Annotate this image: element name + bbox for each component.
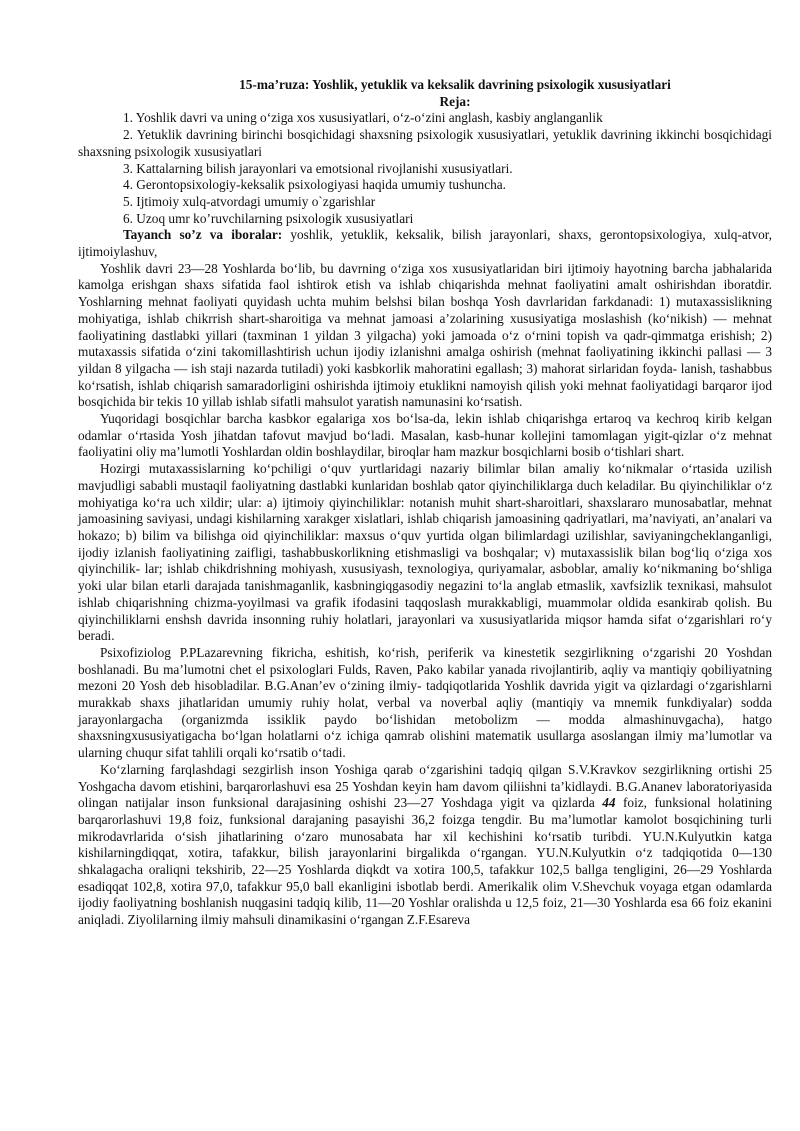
paragraph-5-bold-number: 44 <box>602 795 616 811</box>
plan-heading: Reja: <box>439 93 471 109</box>
body-paragraph-1: Yoshlik davri 23—28 Yoshlarda bo‘lib, bu davrning o‘ziga xos xususiyatlaridan biri ijtimoiy hayotning barcha jabhalarida kamolga erishgan shaxs sifatida faol ishtirok etish va ishlab chiqarishda mehnat faoliyatini amalt oshirishdan iboratdir. Yoshlarning mehnat faoliyati quyidash uchta muhim belshsi bilan boshqa Yosh davrlaridan farkdanadi: 1) mutaxassislikning mohiyatiga, ishlab chikrrish shart-sharoitiga va mehnat jamoasi a’zolarining xususiyatiga moslashish (ko‘nikish) — mehnat faoliyatining dastlabki yillari (taxminan 1 yildan 3 yilgacha) yoki jamoada o‘z o‘rnini topish va qadr-qimmatga erishish; 2) mutaxassis sifatida o‘zini takomillashtirish uchun ijodiy izlanishni amalga oshirish (mehnat faoliyatining ikkinchi pallasi — 3 yildan 8 yilgacha — ish staji nazarda tutiladi) yoki kasbkorlik mahoratini egallash; 3) mahorat sirlaridan foyda- lanish, tashabbus ko‘rsatish, ishlab chiqarish samaradorligini oshirishda ijtimoiy etuklikni namoyish qilish yoki mehnat faoliyatidagi barqaror ijod bosqichida bir tekis 10 yillab ishlab sifatli mahsulot yaratish namunasini ko‘rsatish. <box>78 260 772 410</box>
plan-item-2: 2. Yetuklik davrining birinchi bosqichidagi shaxsning psixologik xususiyatlari, yetuklik davrining ikkinchi bosqichidagi shaxsning psixologik xususiyatlari <box>78 127 772 159</box>
paragraph-5-text-start: Ko‘zlarning farqlashdagi sezgirlish inson Yoshiga qarab o‘zgarishini tadqiq qilgan S.V.Kravkov sezgirlikning ortishi 25 Yoshgacha davom etishini, barqarorlashuvi esa 25 Yoshdan keyin ham davom qiliishni ta’kidlaydi. B.G.Ananev laboratoriyasida olingan natijalar inson funksional darajasining oshishi 23—27 Yoshdaga yigit va qizlarda <box>78 761 772 811</box>
plan-item-5: 5. Ijtimoiy xulq-atvordagi umumiy o`zgarishlar <box>123 193 376 209</box>
keywords-label: Tayanch so’z va iboralar: <box>123 227 283 243</box>
page-title: 15-ma’ruza: Yoshlik, yetuklik va keksalik davrining psixologik xususiyatlari <box>239 77 671 92</box>
body-paragraph-3: Hozirgi mutaxassislarning ko‘pchiligi o‘quv yurtlaridagi nazariy bilimlar bilan amaliy ko‘nikmalar o‘rtasida uzilish mavjudligi sababli mustaqil faoliyatning dastlabki kunlaridan boshlab qator qiyinchiliklarga duch keladilar. Bu qiyinchiliklar o‘z mohiyatiga ko‘ra uch xildir; ular: a) ijtimoiy qiyinchiliklar: notanish muhit shart-sharoitlari, shaxslararo munosabatlar, mehnat jamoasining saviyasi, undagi kishilarning xarakger xislatlari, ishlab chiqarish jamoasining qadriyatlari, ma’naviyati, an’analari va hokazo; b) bilim va bilishga oid qiyinchiliklar: maxsus o‘quv yurtida olgan bilimlardagi uzilishlar, saviyaningcheklanganligi, ijodiy izlanish faoliyatining zaifligi, tashabbuskorlikning etishmasligi va boshqalar; v) mutaxassislik bilan bog‘liq o‘ziga xos qiyinchilik- lar; ishlab chikdrishning mohiyash, xususiyash, texnologiya, quriyamalar, asboblar, amaliy ko‘nikmaning bo‘shliga yoki ular bilan etarli darajada tanishmaganlik, kasbningiqgasodiy negazini to‘la anglab etmaslik, xavfsizlik texnikasi, mahsulot ishlab chiqarishning chizma-yoyilmasi va grafik ifodasini taqqoslash murakkabligi, muammolar oldida esankirab qolish. Bu qiyinchiliklarni enshsh davrida insonning ruhiy holatlari, jarayonlari va xususiyatlarida miqsor hamda sifat o‘zgarishlari ro‘y beradi. <box>78 461 772 644</box>
body-paragraph-4: Psixofiziolog P.PLazarevning fikricha, eshitish, ko‘rish, periferik va kinestetik sezgirlikning o‘zgarishi 20 Yoshdan boshlanadi. Bu ma’lumotni chet el psixologlari Fulds, Raven, Pako kabilar yanada rivojlantirib, aqliy va mantiqiy qobiliyatning mezoni 20 Yosh deb hisobladilar. B.G.Anan’ev o‘zining ilmiy- tadqiqotlarida Yoshlik davrida yigit va qizlardagi o‘zgarishlarni murakkab shaxs jihatlaridan umumiy ruhiy holat, verbal va noverbal aqliy (mantiqiy va mnemik funkdiyalar) sodda jarayonlargacha (organizmda issiklik paydo bo‘lishidan metobolizm — modda almashinuvgacha), hatgo shaxsningxususiyatigacha bo‘lgan holatlarni o‘z ichiga qamrab olishini matematik usullarga asoslangan ilmiy ma’lumotlar va ularning chuqur sifat tahlili orqali ko‘rsatib o‘tadi. <box>78 644 772 761</box>
body-paragraph-2: Yuqoridagi bosqichlar barcha kasbkor egalariga xos bo‘lsa-da, lekin ishlab chiqarishga ertaroq va kechroq kirib kelgan odamlar o‘rtasida Yosh jihatdan tafovut mavjud bo‘ladi. Masalan, kasb-hunar kollejini tamomlagan yigit-qizlar o‘z mehnat faoliyatini oliy ma’lumotli Yoshlardan oldin boshlaydilar, biroqlar ham mazkur bosqichlarni bosib o‘tishlari shart. <box>78 411 772 460</box>
body-paragraph-5 <box>78 762 772 929</box>
plan-item-4: 4. Gerontopsixologiy-keksalik psixologiyasi haqida umumiy tushuncha. <box>123 177 506 193</box>
plan-item-3: 3. Kattalarning bilish jarayonlari va emotsional rivojlanishi xususiyatlari. <box>123 160 513 176</box>
paragraph-5-text-end: foiz, funksional holatining barqarorlashuvi 19,8 foiz, funksional darajaning pasayishi 36,2 foizga tengdir. Bu ma’lumotlar kamolot bosqichining turli mikrodavrlarida o‘sish jihatlarining o‘zaro munosabata har xil kechishini ko‘rsatib turibdi. YU.N.Kulyutkin katga kishilarningdiqqat, xotira, tafakkur, bilish jarayonlarini birgalikda o‘rgangan. YU.N.Kulyutkin o‘z tadqiqotida 0—130 shkalagacha oraliqni tekshirib, 22—25 Yoshlarda diqkdt va xotira 100,5, tafakkur 102,5 ballga tengligini, 26—29 Yoshlarda esadiqqat 102,8, xotira 97,0, tafakkur 95,0 ball ekanligini isbotlab berdi. Amerikalik olim V.Shevchuk voyaga etgan odamlarda ijodiy faoliyatning boshlanish nuqgasini tadqiq kilib, 11—20 Yoshlar oralishda u 12,5 foiz, 21—30 Yoshlarda esa 66 foiz ekanini aniqladi. Ziyolilarning ilmiy mahsuli dinamikasini o‘rgangan Z.F.Esareva <box>78 795 772 928</box>
plan-item-1: 1. Yoshlik davri va uning o‘ziga xos xususiyatlari, o‘z-o‘zini anglash, kasbiy anglanganlik <box>123 110 603 126</box>
keywords-paragraph <box>78 227 772 260</box>
keywords-text: yoshlik, yetuklik, keksalik, bilish jarayonlari, shaxs, gerontopsixologiya, xulq-atvor, ijtimoiylashuv, <box>78 227 772 260</box>
plan-item-6: 6. Uzoq umr ko’ruvchilarning psixologik xususiyatlari <box>123 210 414 226</box>
